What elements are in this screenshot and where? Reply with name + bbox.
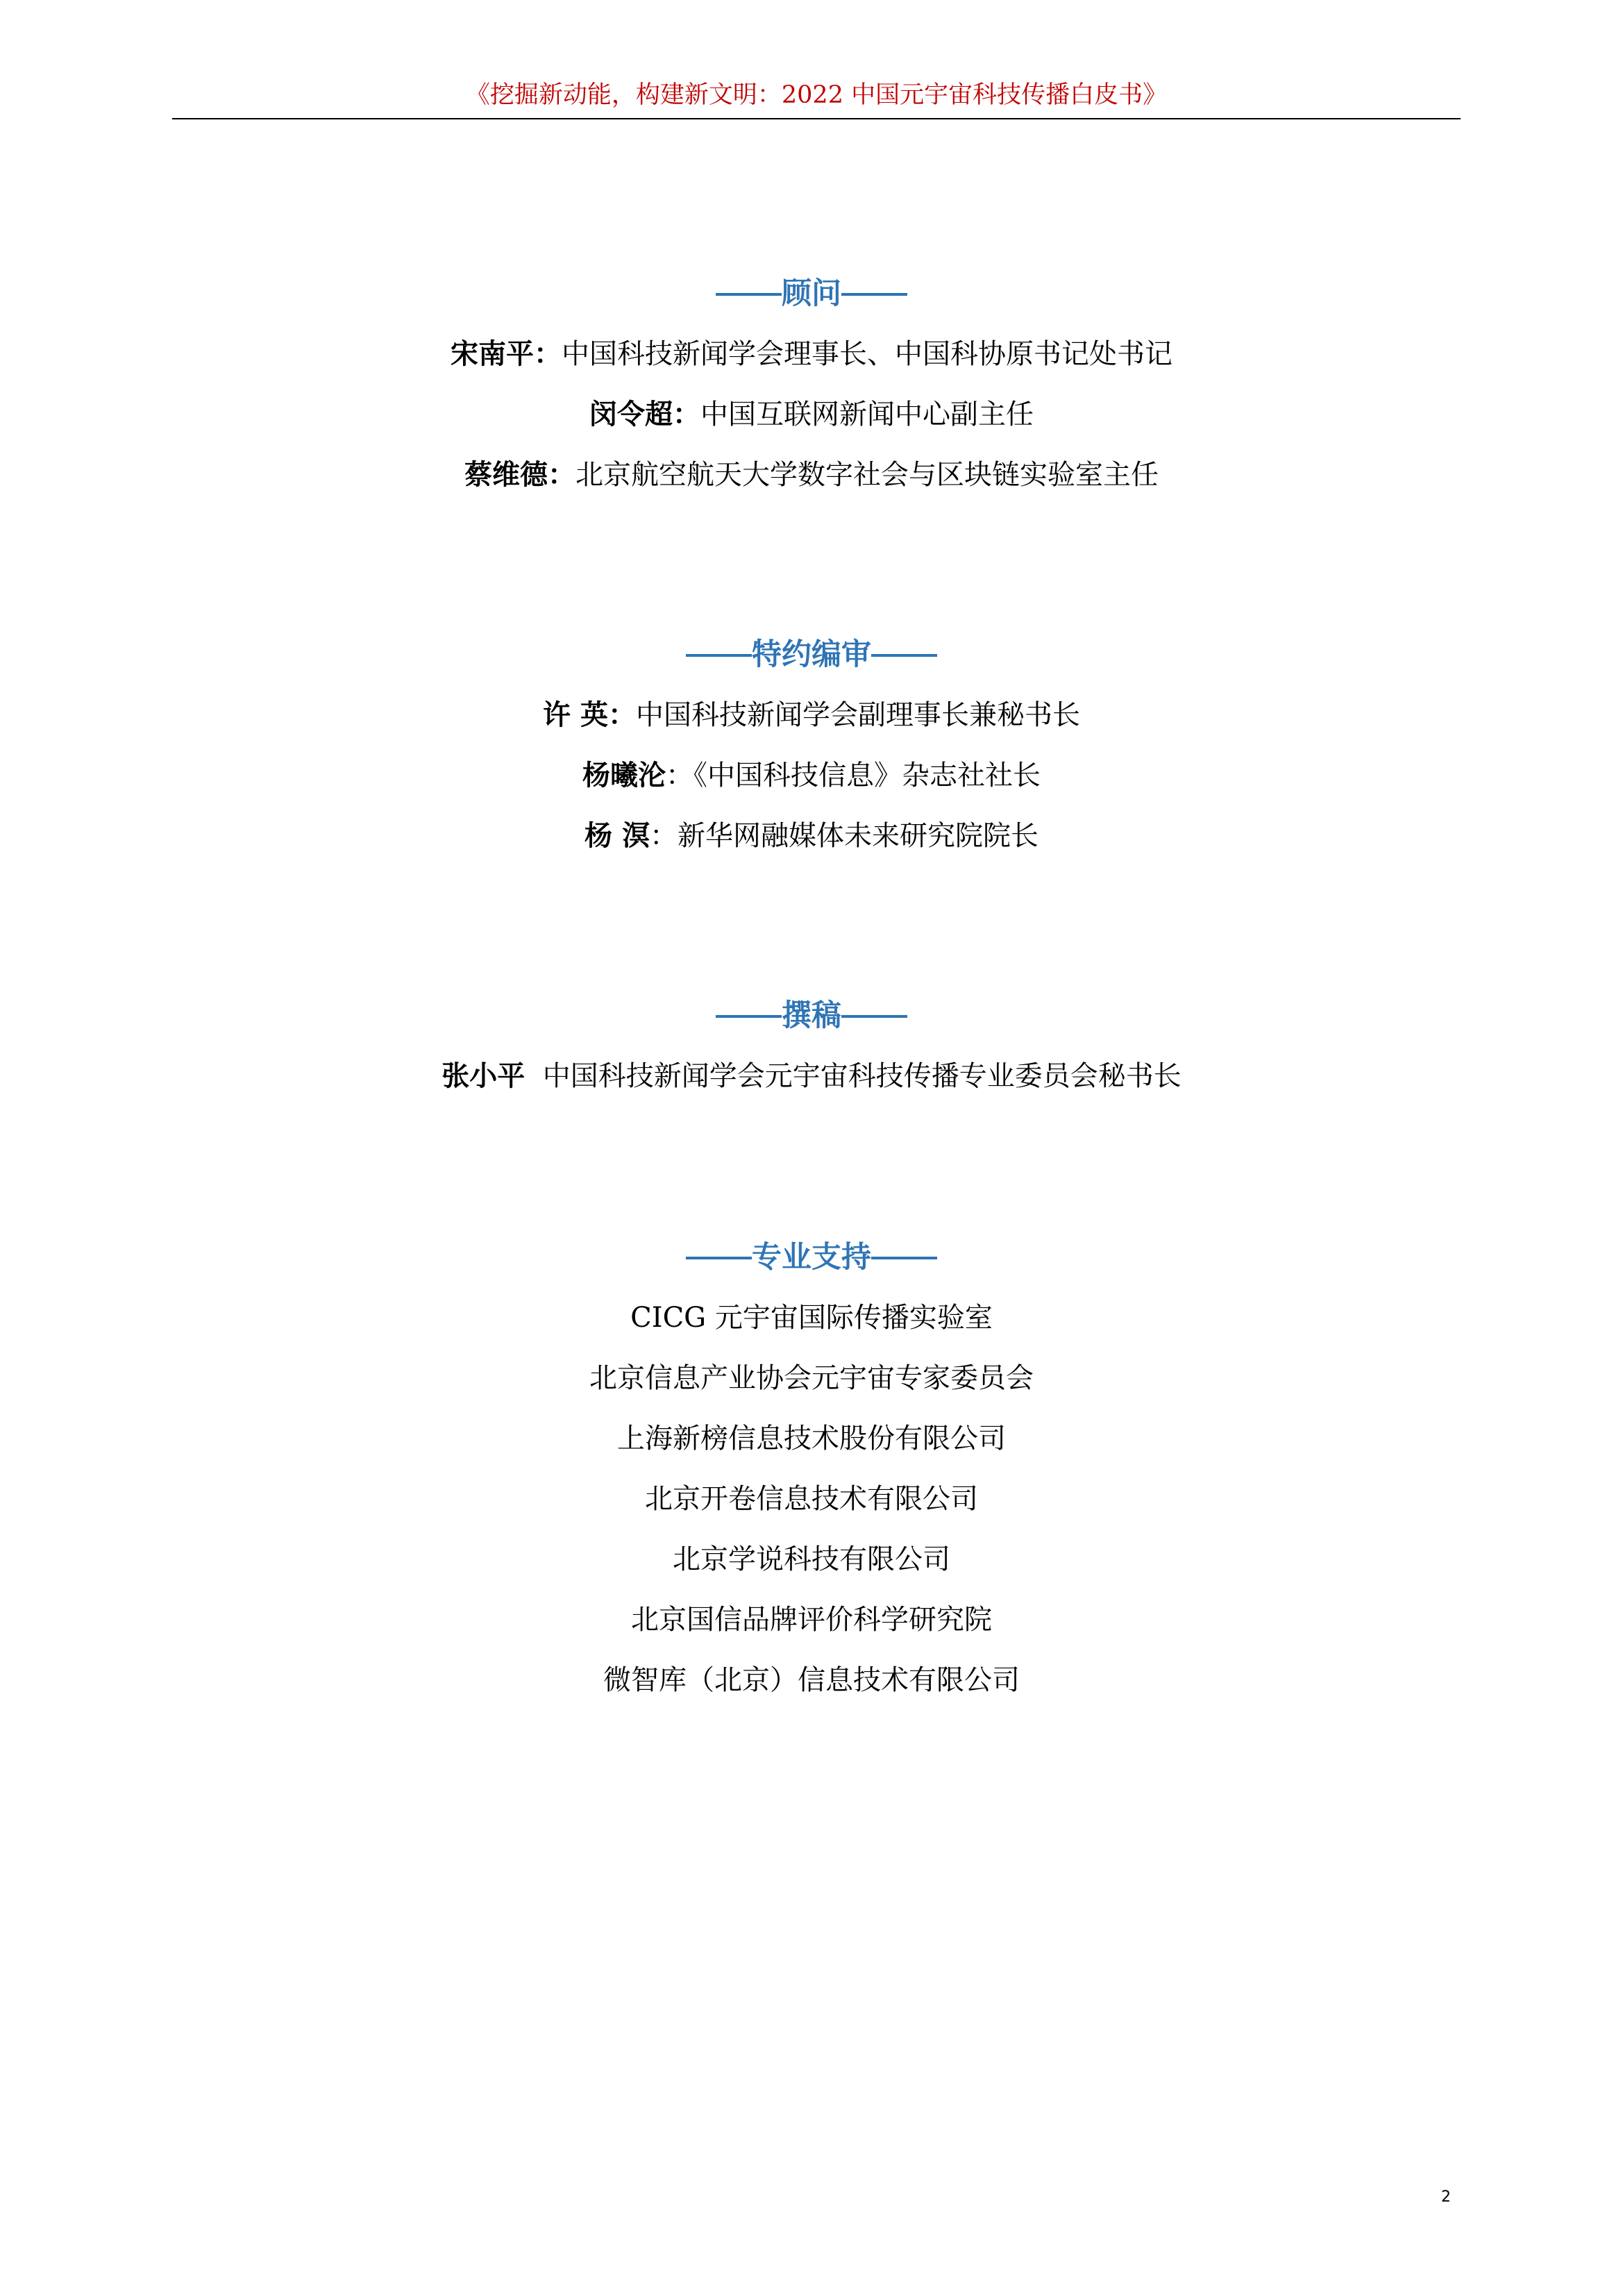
support-org bbox=[0, 1418, 1623, 1459]
org-name: 北京信息产业协会元宇宙专家委员会 bbox=[589, 1362, 1034, 1394]
editor-entry bbox=[0, 694, 1623, 736]
person-role: 中国科技新闻学会副理事长兼秘书长 bbox=[635, 699, 1080, 731]
person-name: 宋南平 bbox=[451, 338, 534, 370]
person-role: 中国科技新闻学会元宇宙科技传播专业委员会秘书长 bbox=[542, 1060, 1181, 1092]
person-role: 新华网融媒体未来研究院院长 bbox=[677, 820, 1038, 852]
section-title-text: 撰稿 bbox=[782, 998, 841, 1033]
org-name: 上海新榜信息技术股份有限公司 bbox=[617, 1423, 1006, 1455]
person-name: 杨 溟 bbox=[585, 820, 650, 852]
org-name: 北京国信品牌评价科学研究院 bbox=[631, 1604, 992, 1636]
running-header: 《挖掘新动能，构建新文明：2022 中国元宇宙科技传播白皮书》 bbox=[465, 81, 1168, 109]
person-role: 《中国科技信息》杂志社社长 bbox=[693, 760, 1041, 791]
writers-section bbox=[0, 995, 1623, 1116]
advisor-entry bbox=[0, 454, 1623, 496]
title-dash-left bbox=[686, 1257, 752, 1259]
title-dash-right bbox=[841, 293, 907, 296]
section-title-editors bbox=[0, 634, 1623, 676]
section-title-support bbox=[0, 1237, 1623, 1278]
separator: ： bbox=[607, 699, 636, 731]
support-org bbox=[0, 1539, 1623, 1580]
org-name: 元宇宙国际传播实验室 bbox=[714, 1302, 993, 1334]
person-name: 张小平 bbox=[442, 1060, 525, 1092]
title-dash-right bbox=[841, 1015, 907, 1018]
section-title-text: 专业支持 bbox=[752, 1240, 871, 1275]
separator: ： bbox=[534, 338, 562, 370]
person-role: 中国科技新闻学会理事长、中国科协原书记处书记 bbox=[562, 338, 1172, 370]
person-name: 蔡维德 bbox=[464, 459, 548, 491]
separator: ： bbox=[649, 820, 678, 852]
title-dash-right bbox=[871, 1257, 937, 1259]
editor-entry bbox=[0, 815, 1623, 857]
org-name: 北京开卷信息技术有限公司 bbox=[645, 1483, 978, 1515]
page-number: 2 bbox=[1441, 2188, 1451, 2206]
title-dash-right bbox=[871, 654, 937, 657]
separator: ： bbox=[673, 399, 700, 430]
title-dash-left bbox=[716, 1015, 782, 1018]
org-name: 北京学说科技有限公司 bbox=[673, 1543, 950, 1575]
header-divider bbox=[172, 118, 1461, 119]
support-org bbox=[0, 1599, 1623, 1641]
section-title-text: 顾问 bbox=[782, 276, 841, 311]
advisor-entry bbox=[0, 394, 1623, 435]
support-section bbox=[0, 1237, 1623, 1720]
section-title-writers bbox=[0, 995, 1623, 1037]
editor-entry bbox=[0, 755, 1623, 796]
person-name: 闵令超 bbox=[589, 399, 673, 430]
person-name: 杨曦沦 bbox=[582, 760, 666, 791]
person-role: 北京航空航天大学数字社会与区块链实验室主任 bbox=[575, 459, 1159, 491]
title-dash-left bbox=[716, 293, 782, 296]
separator: ： bbox=[666, 760, 693, 791]
section-title-text: 特约编审 bbox=[752, 637, 871, 672]
support-org bbox=[0, 1659, 1623, 1701]
person-name: 许 英 bbox=[543, 699, 608, 731]
support-org bbox=[0, 1357, 1623, 1399]
advisors-section bbox=[0, 273, 1623, 514]
editors-section bbox=[0, 634, 1623, 875]
support-org bbox=[0, 1478, 1623, 1520]
person-role: 中国互联网新闻中心副主任 bbox=[700, 399, 1034, 430]
section-title-advisors bbox=[0, 273, 1623, 315]
title-dash-left bbox=[686, 654, 752, 657]
org-prefix: CICG bbox=[630, 1302, 707, 1334]
separator: ： bbox=[548, 459, 575, 491]
org-name: 微智库（北京）信息技术有限公司 bbox=[603, 1664, 1020, 1696]
advisor-entry bbox=[0, 333, 1623, 375]
writer-entry bbox=[0, 1055, 1623, 1097]
support-org bbox=[0, 1297, 1623, 1339]
